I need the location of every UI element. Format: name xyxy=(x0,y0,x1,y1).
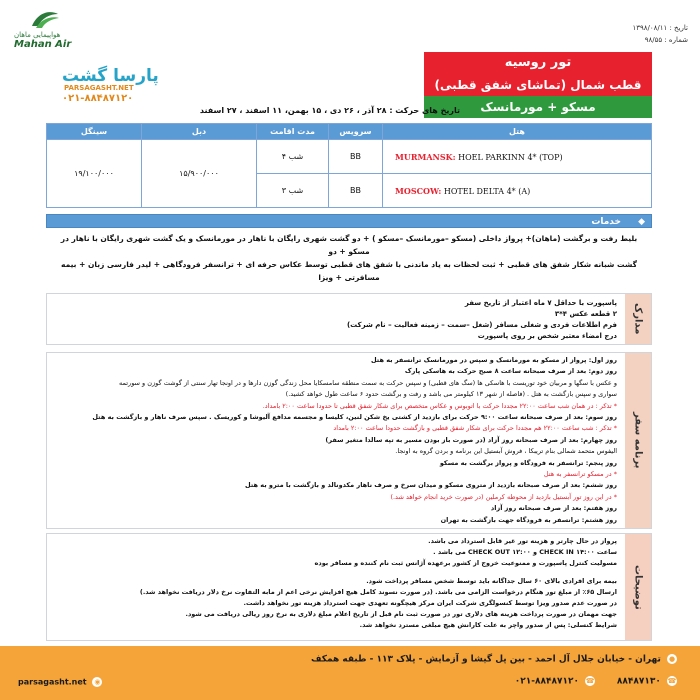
hotel-name: HOTEL DELTA 4* (A) xyxy=(443,186,531,196)
itinerary-line: سواری و سپس بازگشت به هتل . (فاصله از شهر ۱۳ کیلومتر می باشد و رفت و برگشت حدود ۶ ساعت طول خواهد کشید.) xyxy=(285,390,617,399)
services-line: بلیط رفت و برگشت (ماهان)+ پرواز داخلی (مسکو –مورمانسک –مسکو ) + دو گشت شهری رایگان با ناهار در مورمانسک و یک گشت شهری رایگان با ناهار در مسکو + دو xyxy=(60,234,638,256)
document-item: فرم اطلاعات فردی و شغلی مسافر (شغل –سمت – زمینه فعالیت – نام شرکت) xyxy=(346,321,617,329)
itinerary-line: * در این روز تور آبستیل بازدید از محوطه کرملین (در صورت خرید انجام خواهد شد.) xyxy=(390,492,617,501)
doc-number: شماره : ۹۸/۵۵ xyxy=(644,36,688,44)
tour-title-banner: تور روسیه xyxy=(424,52,652,74)
itinerary-line: روز هفتم: بعد از صرف صبحانه روز آزاد xyxy=(490,504,617,513)
note-line: جهت مهمان در صورت پرداخت هزینه های دلاری تور در صورت ثبت نام قبل از تاریخ اعلام مبلغ دلاری به نرخ روز ریالی دریافت می شود. xyxy=(185,610,617,619)
table-header-row xyxy=(47,124,652,140)
itinerary-line: روز هشتم: ترانسفر به فرودگاه جهت بازگشت به تهران xyxy=(440,515,617,524)
document-item: پاسپورت با حداقل ۷ ماه اعتبار از تاریخ سفر xyxy=(464,299,617,307)
location-icon: ● xyxy=(668,655,676,663)
document-meta xyxy=(632,22,688,46)
note-line: شرایط کنسلی: پس از صدور واچر به علت کارانش هیچ مبلغی مسترد نخواهد شد. xyxy=(359,621,617,630)
document-item: ۲ قطعه عکس ۴*۳ xyxy=(554,310,617,318)
note-line: بیمه برای افرادی بالای ۶۰ سال جداگانه باید توسط شخص مسافر پرداخت شود. xyxy=(366,576,617,585)
footer-website[interactable] xyxy=(18,677,105,687)
footer-phones xyxy=(515,676,680,687)
mahan-air-logo xyxy=(8,6,78,52)
itinerary-line: * تذکر : شب ساعت ۲۲:۰۰ هم مجددا حرکت برای شکار شفق قطبی و بازگشت حدودا ساعت ۲:۰۰ بامداد xyxy=(333,424,617,433)
note-line: ساعت CHECK IN ۱۴:۰۰ و CHECK OUT ۱۲:۰۰ می باشد . xyxy=(433,548,617,557)
parsa-name: پارسا گشت xyxy=(62,66,159,86)
single-price: ۱۹/۱۰۰/۰۰۰ xyxy=(47,140,142,208)
table-row xyxy=(47,140,652,174)
itinerary-section xyxy=(46,352,652,529)
stay-cell: ۴ شب xyxy=(257,140,329,174)
phone-icon: ☎ xyxy=(667,677,677,685)
itinerary-line: * در مسکو ترانسفر به هتل xyxy=(543,470,617,479)
itinerary-line: روز اول: پرواز از مسکو به مورمانسک و سپس در مورمانسک ترانسفر به هتل xyxy=(370,356,617,364)
col-double: دبل xyxy=(142,124,257,140)
services-text xyxy=(46,230,652,282)
hotel-cell xyxy=(383,174,652,208)
service-cell: BB xyxy=(329,140,383,174)
service-cell: BB xyxy=(329,174,383,208)
note-line: پرواز در حال چارتر و هزینه تور غیر قابل استرداد می باشد. xyxy=(428,537,617,545)
hotel-name: HOEL PARKINN 4* (TOP) xyxy=(458,152,563,162)
mahan-logo-en: Mahan Air xyxy=(14,39,72,50)
phone-icon: ☎ xyxy=(585,677,595,685)
documents-label: مدارک xyxy=(625,294,651,344)
footer-address xyxy=(311,654,680,665)
notes-label: توضیحات xyxy=(625,534,651,640)
phone-2: ۸۸۴۸۷۱۳۰ xyxy=(616,676,661,687)
stay-cell: ۳ شب xyxy=(257,174,329,208)
itinerary-label: برنامه سفر xyxy=(625,353,651,528)
tour-route-banner: مسکو + مورمانسک xyxy=(424,96,652,118)
note-line: در صورت عدم صدور ویزا توسط کنسولگری شرکت ایران مرکز هیچگونه تعهدی جهت استرداد هزینه تور نخواهد داشت. xyxy=(243,599,617,608)
hotel-city: MURMANSK: xyxy=(395,151,456,162)
itinerary-line: روز پنجم: ترانسفر به فرودگاه و پرواز برگشت به مسکو xyxy=(439,458,617,467)
services-line: گشت شبانه شکار شفق های قطبی + ثبت لحظات به یاد ماندنی با شفق های قطبی توسط عکاس حرفه ای + ترانسفر فرودگاهی + لیدر فارسی زبان + بیمه مسافرتی + ویزا xyxy=(61,260,637,282)
departure-dates: تاریخ های حرکت : ۲۸ آذر ، ۲۶ دی ، ۱۵ بهمن، ۱۱ اسفند ، ۲۷ اسفند xyxy=(199,106,460,115)
tour-subtitle-banner: قطب شمال (تماشای شفق قطبی) xyxy=(424,74,652,96)
phone-1: ۰۲۱-۸۸۴۸۷۱۲۰ xyxy=(514,676,579,687)
double-price: ۱۵/۹۰۰/۰۰۰ xyxy=(142,140,257,208)
website-text[interactable]: parsagasht.net xyxy=(18,677,87,687)
itinerary-line: روز دوم: بعد از صرف صبحانه ساعت ۸ صبح حرکت به هاسکی پارک xyxy=(404,367,617,376)
mahan-bird-icon xyxy=(30,8,60,30)
doc-date: تاریخ : ۱۳۹۸/۰۸/۱۱ xyxy=(632,24,688,32)
documents-section xyxy=(46,293,652,345)
itinerary-line: و عکس با سگها و مربیان خود توریست با هاسکی ها (سگ های قطبی) و سپس حرکت به سمت منطقه سامسکایا محل زندگی گوزن دارها و در اونجا تهار سنتی از گوشت گوزن و سورتمه xyxy=(119,378,617,387)
itinerary-line: روز سوم: بعد از صرف صبحانه ساعت ۹:۰۰ حرکت برای بازدید از کشتی یخ شکن لنین، کلیسا و مجسمه مدافع آلیوشا و کوریسک . سپس صرف ناهار و بازگشت به هتل xyxy=(92,413,617,422)
notes-section xyxy=(46,533,652,641)
col-hotel: هتل xyxy=(383,124,652,140)
footer-contact-bar xyxy=(0,646,700,700)
services-heading: خدمات xyxy=(591,217,621,227)
itinerary-line: * تذکر : در همان شب ساعت ۲۲:۰۰ مجددا حرکت با اتوبوس و عکاس متخصص برای شکار شفق قطبی تا حدودا ساعت ۲:۰۰ بامداد. xyxy=(262,401,617,410)
itinerary-line: روز چهارم: بعد از صرف صبحانه روز آزاد (در صورت باز بودن مسیر به تپه سالدا متغیر سفر) xyxy=(325,435,617,444)
globe-icon: ◉ xyxy=(94,678,101,686)
mahan-logo-fa: هواپیمایی ماهان xyxy=(14,31,61,39)
col-stay: مدت اقامت xyxy=(257,124,329,140)
col-service: سرویس xyxy=(329,124,383,140)
hotel-city: MOSCOW: xyxy=(395,185,442,196)
parsa-sub: PARSAGASHT.NET xyxy=(64,84,134,92)
bullet-icon: ◆ xyxy=(638,217,645,227)
address-text: تهران - خیابان جلال آل احمد - بین پل گیشا و آزمایش - پلاک ۱۱۳ - طبقه همکف xyxy=(311,654,661,665)
document-item: درج امضاء معتبر شخص بر روی پاسپورت xyxy=(477,332,617,340)
hotel-price-table xyxy=(46,123,652,208)
col-single: سینگل xyxy=(47,124,142,140)
parsa-phone: ۰۲۱-۸۸۴۸۷۱۲۰ xyxy=(62,93,134,104)
note-line: ارسال ۶۵٪ از مبلغ تور هنگام درخواست الزامی می باشد. (در صورت نسوند کامل هیچ افزایش نرخی اعم از مابه التفاوت نرخ دلار دریافت نخواهد شد.) xyxy=(139,587,617,596)
note-line: مسولیت کنترل پاسپورت و ممنوعیت خروج از کشور برعهده آژانس ثبت نام کننده و مسافر بوده xyxy=(314,559,617,568)
parsagasht-logo xyxy=(60,66,170,106)
services-heading-bar xyxy=(46,214,652,228)
hotel-cell xyxy=(383,140,652,174)
itinerary-line: روز ششم: بعد از صرف صبحانه بازدید از متروی مسکو و میدان سرخ و صرف ناهار مکدونالد و بازگشت با مترو به هتل xyxy=(245,481,617,490)
itinerary-line: الیفوس متحمد شمالی بنام تریبکا ، فروش آبستیل این برنامه و بردن گروه به اونجا. xyxy=(395,447,617,456)
